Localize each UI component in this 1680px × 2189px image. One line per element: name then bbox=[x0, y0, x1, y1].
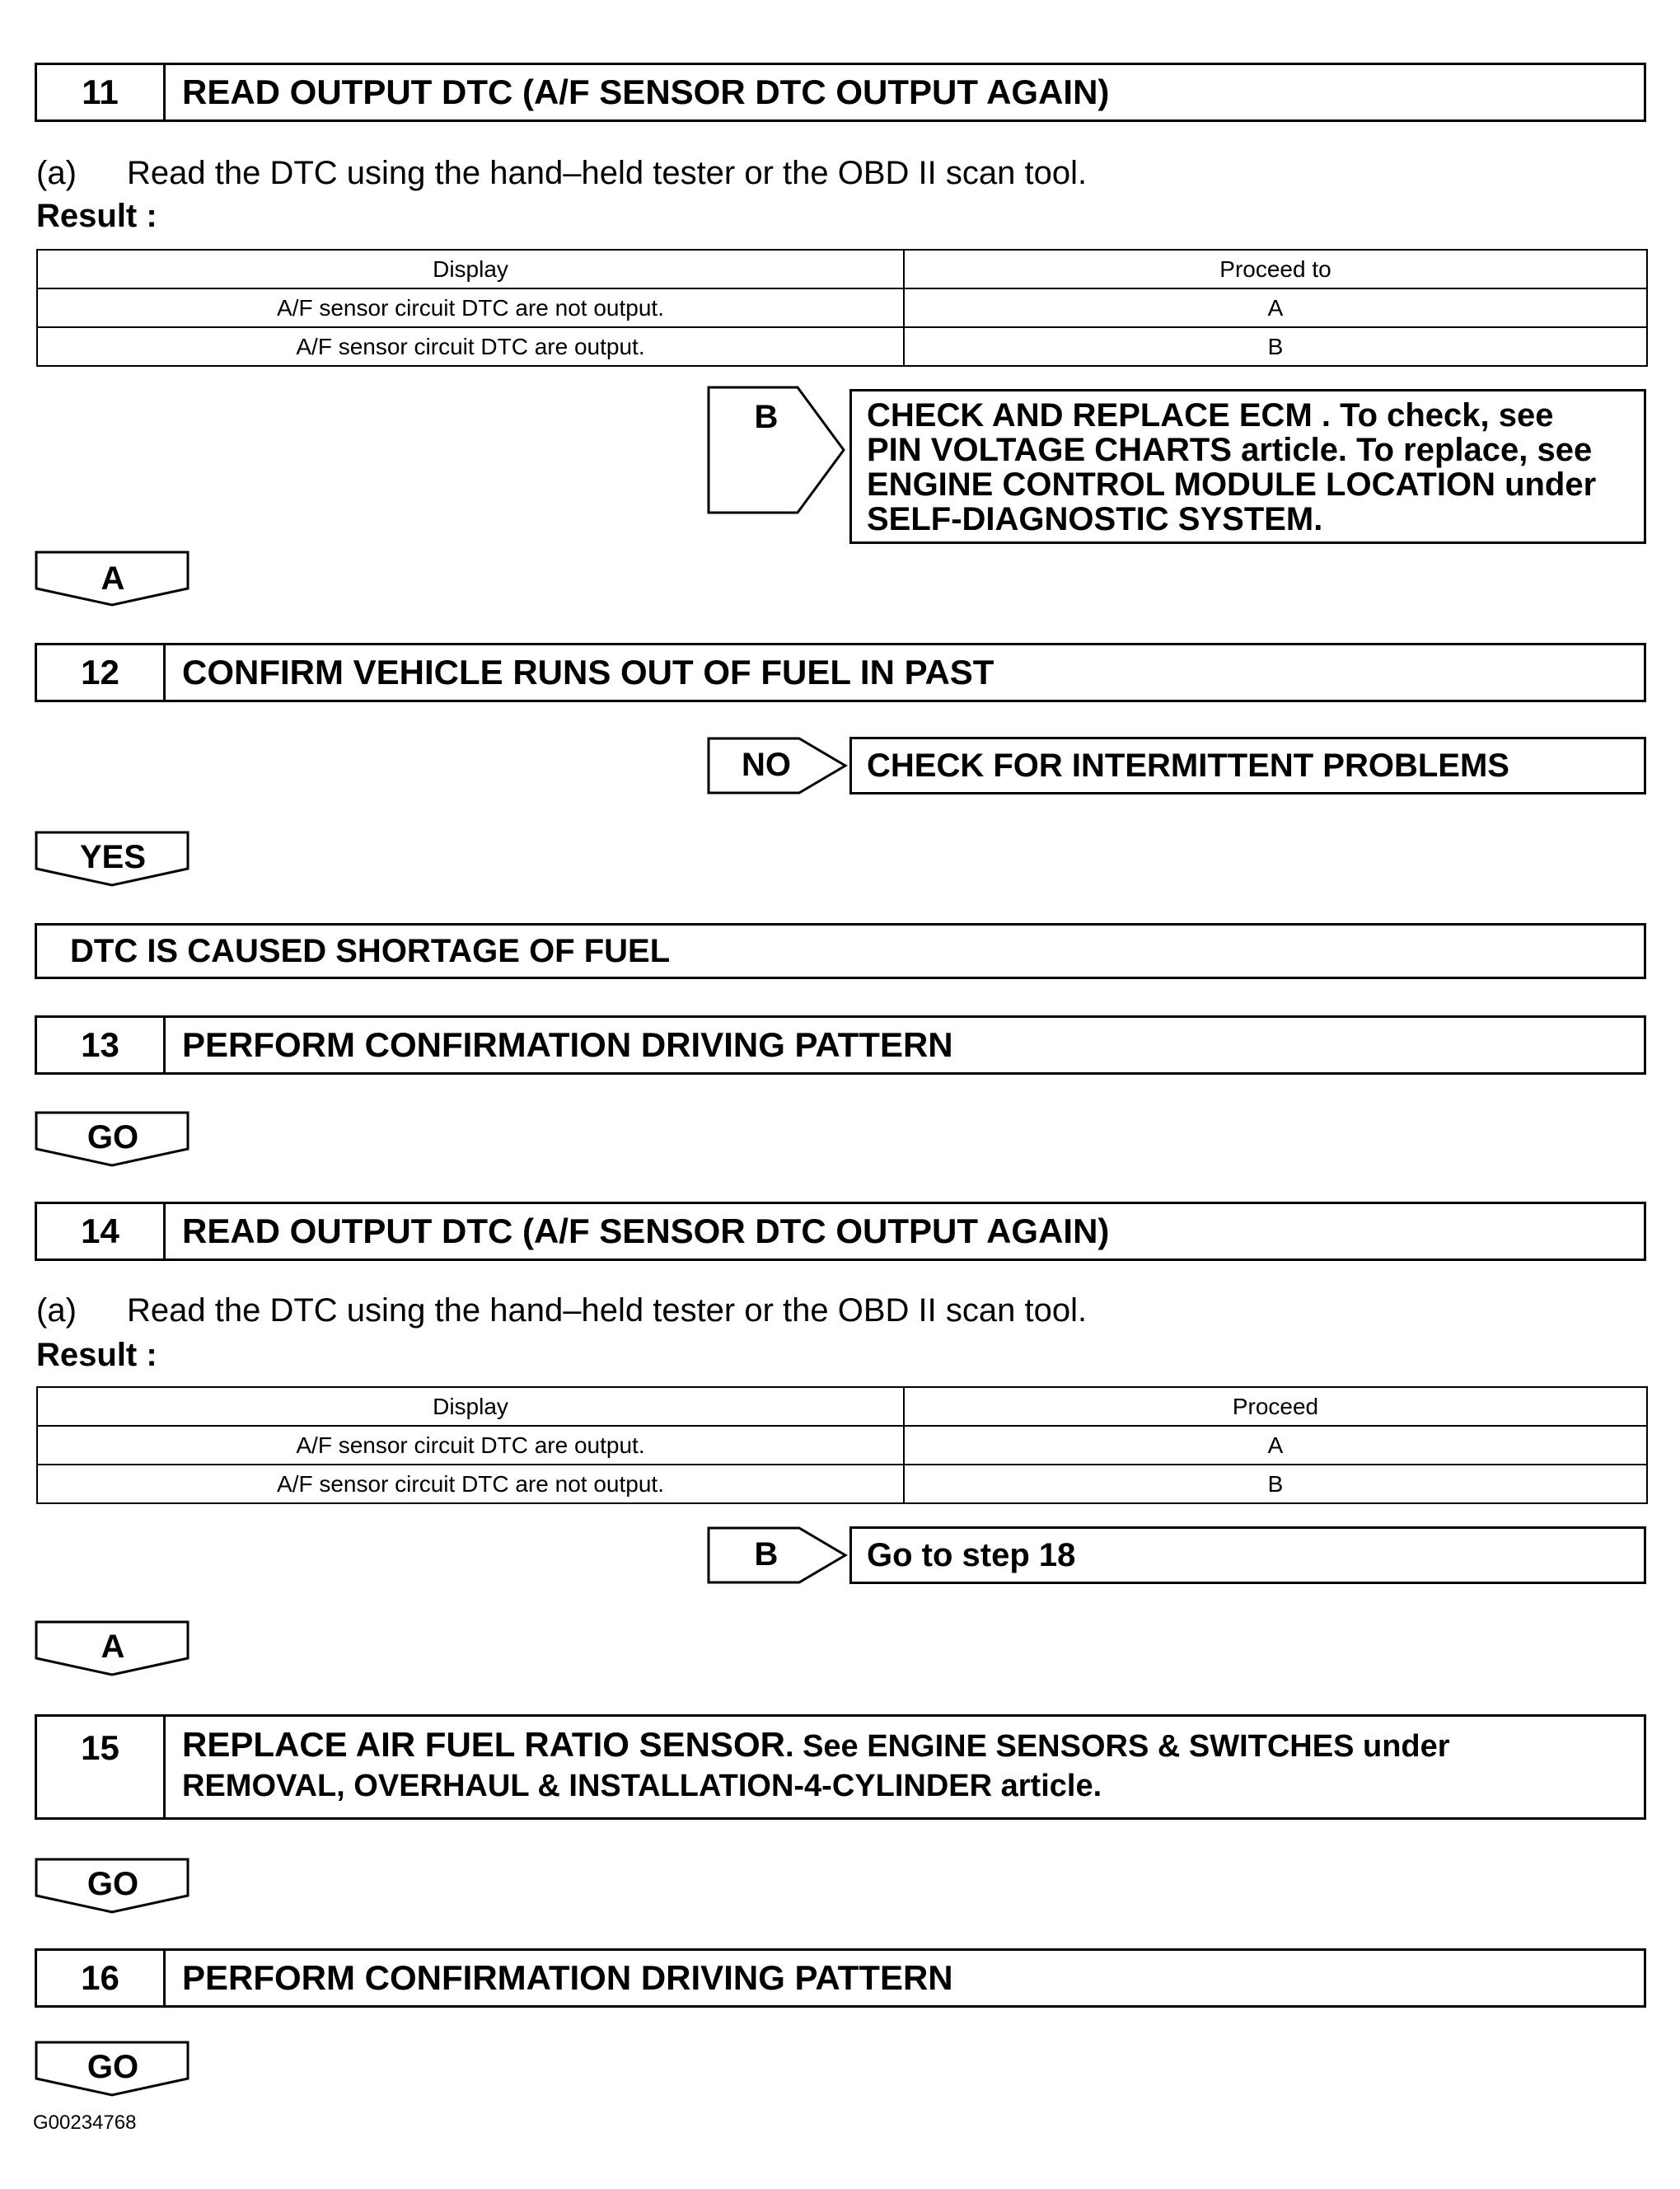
step-12-header bbox=[35, 643, 1646, 702]
table-row bbox=[37, 327, 1647, 366]
branch-text-line: PIN VOLTAGE CHARTS article. To replace, see bbox=[867, 432, 1593, 468]
table-row bbox=[37, 1426, 1647, 1465]
step-title: READ OUTPUT DTC (A/F SENSOR DTC OUTPUT AGAIN) bbox=[182, 73, 1110, 111]
table-header-cell: Display bbox=[37, 1387, 904, 1426]
conclusion-text: DTC IS CAUSED SHORTAGE OF FUEL bbox=[70, 932, 671, 969]
continue-label-go: GO bbox=[87, 1119, 139, 1155]
step-11-header bbox=[35, 63, 1646, 122]
step-14-instruction bbox=[36, 1292, 1087, 1329]
step-16-header bbox=[35, 1948, 1646, 2008]
table-header-cell: Proceed to bbox=[904, 250, 1647, 288]
step-15-header bbox=[35, 1714, 1646, 1820]
instruction-label: (a) bbox=[36, 155, 77, 191]
step-11-instruction bbox=[36, 155, 1087, 192]
result-label: Result : bbox=[36, 198, 157, 234]
step-14-branch-b-box bbox=[849, 1526, 1646, 1584]
branch-label-b: B bbox=[754, 399, 779, 435]
table-cell: A bbox=[904, 288, 1647, 327]
step-title-bold: REPLACE AIR FUEL RATIO SENSOR bbox=[182, 1725, 785, 1764]
table-cell: A/F sensor circuit DTC are not output. bbox=[37, 288, 904, 327]
step-14-header bbox=[35, 1202, 1646, 1261]
instruction-text: Read the DTC using the hand–held tester or the OBD II scan tool. bbox=[127, 1292, 1088, 1329]
instruction-text: Read the DTC using the hand–held tester or the OBD II scan tool. bbox=[127, 155, 1088, 191]
step-number: 13 bbox=[37, 1018, 166, 1072]
branch-text-line: ENGINE CONTROL MODULE LOCATION under bbox=[867, 466, 1597, 503]
continue-label-a: A bbox=[101, 1629, 125, 1665]
continue-label-go: GO bbox=[87, 1866, 139, 1902]
instruction-label: (a) bbox=[36, 1292, 77, 1329]
branch-label-b: B bbox=[754, 1536, 779, 1573]
step-number: 15 bbox=[37, 1717, 166, 1817]
table-row bbox=[37, 288, 1647, 327]
step-number: 11 bbox=[37, 65, 166, 120]
table-cell: A bbox=[904, 1426, 1647, 1465]
result-label: Result : bbox=[36, 1337, 157, 1373]
table-header-cell: Display bbox=[37, 250, 904, 288]
step-13-header bbox=[35, 1015, 1646, 1075]
branch-text-line: SELF-DIAGNOSTIC SYSTEM. bbox=[867, 501, 1323, 537]
step-title: CONFIRM VEHICLE RUNS OUT OF FUEL IN PAST bbox=[182, 653, 994, 691]
step-number: 14 bbox=[37, 1204, 166, 1259]
step-title: READ OUTPUT DTC (A/F SENSOR DTC OUTPUT AGAIN) bbox=[182, 1212, 1110, 1250]
step-11-result-table bbox=[36, 249, 1648, 367]
table-cell: A/F sensor circuit DTC are not output. bbox=[37, 1465, 904, 1503]
continue-label-a: A bbox=[101, 560, 125, 597]
branch-text: Go to step 18 bbox=[867, 1536, 1076, 1573]
figure-id: G00234768 bbox=[33, 2112, 137, 2134]
conclusion-box bbox=[35, 923, 1646, 979]
step-title bbox=[182, 1717, 1636, 1817]
table-cell: B bbox=[904, 327, 1647, 366]
table-header-row bbox=[37, 250, 1647, 288]
table-cell: B bbox=[904, 1465, 1647, 1503]
step-number: 16 bbox=[37, 1951, 166, 2005]
step-number: 12 bbox=[37, 645, 166, 700]
table-cell: A/F sensor circuit DTC are output. bbox=[37, 1426, 904, 1465]
step-12-branch-no-box bbox=[849, 737, 1646, 795]
step-11-branch-b-box bbox=[849, 389, 1646, 544]
step-title-rest: . See ENGINE SENSORS & SWITCHES under bbox=[784, 1729, 1450, 1764]
table-header-cell: Proceed bbox=[904, 1387, 1647, 1426]
table-cell: A/F sensor circuit DTC are output. bbox=[37, 327, 904, 366]
step-title-rest: REMOVAL, OVERHAUL & INSTALLATION-4-CYLINDER article. bbox=[182, 1769, 1102, 1803]
step-title: PERFORM CONFIRMATION DRIVING PATTERN bbox=[182, 1025, 953, 1064]
continue-label-go: GO bbox=[87, 2049, 139, 2085]
step-14-result-table bbox=[36, 1386, 1648, 1504]
branch-label-no: NO bbox=[742, 747, 791, 783]
table-header-row bbox=[37, 1387, 1647, 1426]
continue-label-yes: YES bbox=[79, 839, 147, 875]
branch-text: CHECK FOR INTERMITTENT PROBLEMS bbox=[867, 747, 1509, 784]
branch-text-line: CHECK AND REPLACE ECM . To check, see bbox=[867, 397, 1554, 434]
table-row bbox=[37, 1465, 1647, 1503]
step-title: PERFORM CONFIRMATION DRIVING PATTERN bbox=[182, 1958, 953, 1997]
